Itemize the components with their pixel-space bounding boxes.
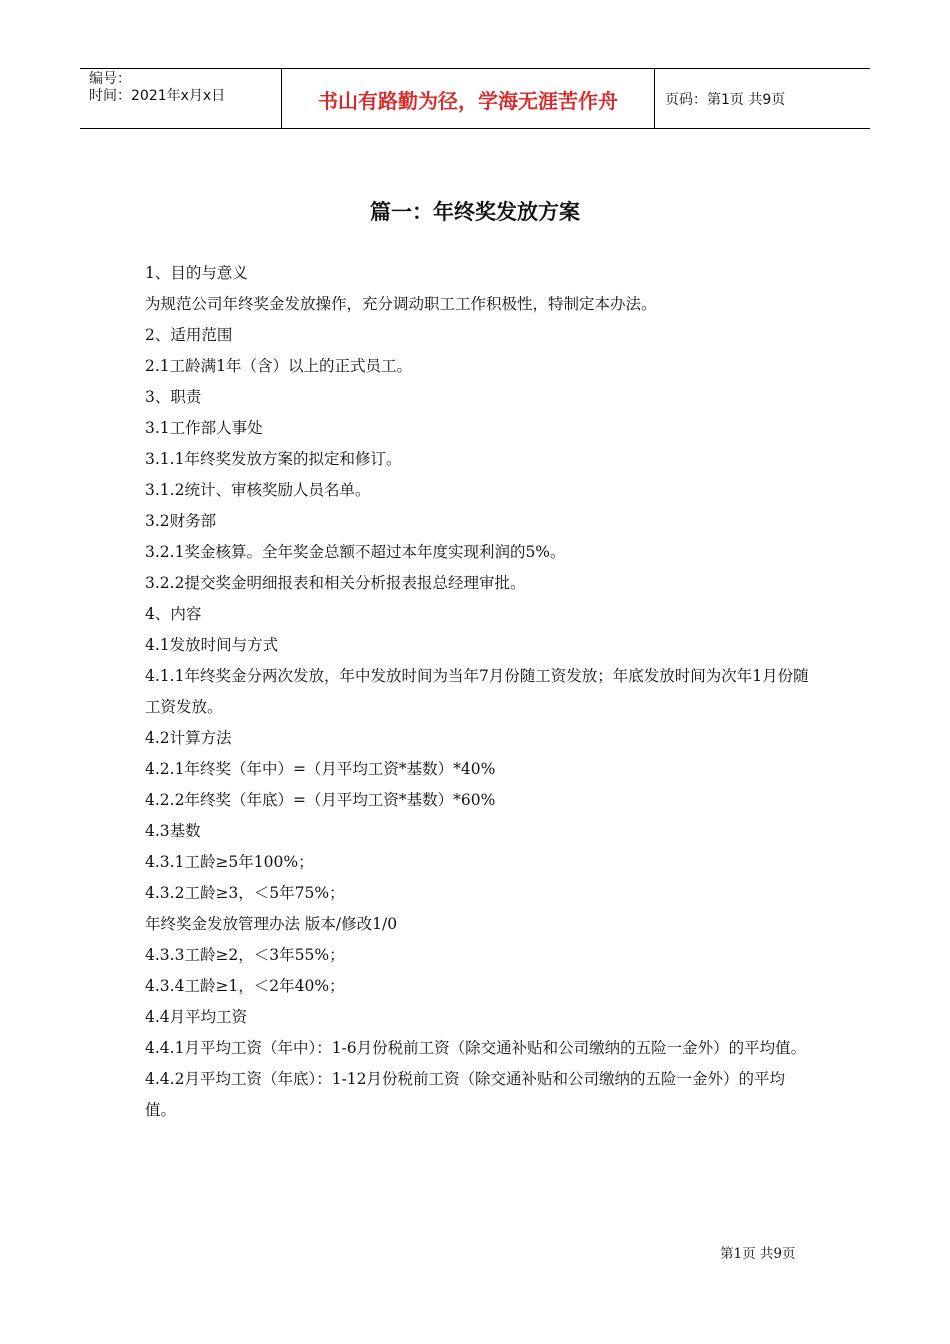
document-date-label: 时间：2021年x月x日 bbox=[89, 88, 226, 104]
body-paragraph: 2、适用范围 bbox=[145, 326, 233, 344]
body-paragraph: 2.1工龄满1年（含）以上的正式员工。 bbox=[145, 357, 413, 375]
body-paragraph: 4.4.1月平均工资（年中）：1-6月份税前工资（除交通补贴和公司缴纳的五险一金外）的平均值。 bbox=[145, 1039, 807, 1057]
page-header bbox=[80, 68, 870, 129]
footer-page-number: 第1页 共9页 bbox=[720, 1246, 796, 1262]
body-paragraph: 4.3.2工龄≥3，＜5年75%； bbox=[145, 884, 345, 902]
body-paragraph: 3、职责 bbox=[145, 388, 202, 406]
body-paragraph: 4.1.1年终奖金分两次发放，年中发放时间为当年7月份随工资发放；年底发放时间为次年1月份随工资发放。 bbox=[145, 667, 809, 716]
body-paragraph: 3.1.1年终奖发放方案的拟定和修订。 bbox=[145, 450, 402, 468]
body-paragraph: 3.2.2提交奖金明细报表和相关分析报表报总经理审批。 bbox=[145, 574, 526, 592]
body-paragraph: 4.3基数 bbox=[145, 822, 201, 840]
body-paragraph: 4.2.2年终奖（年底）=（月平均工资*基数）*60% bbox=[145, 791, 496, 809]
body-paragraph: 4.3.4工龄≥1，＜2年40%； bbox=[145, 977, 345, 995]
body-paragraph: 为规范公司年终奖金发放操作，充分调动职工工作积极性，特制定本办法。 bbox=[145, 295, 657, 313]
body-paragraph: 4.2计算方法 bbox=[145, 729, 232, 747]
body-paragraph: 4.3.3工龄≥2，＜3年55%； bbox=[145, 946, 345, 964]
body-paragraph: 3.1.2统计、审核奖励人员名单。 bbox=[145, 481, 371, 499]
header-info-cell bbox=[80, 69, 282, 128]
document-body bbox=[145, 258, 810, 1126]
document-title: 篇一：年终奖发放方案 bbox=[370, 200, 580, 224]
body-paragraph: 年终奖金发放管理办法 版本/修改1/0 bbox=[145, 915, 398, 933]
body-paragraph: 3.2.1奖金核算。全年奖金总额不超过本年度实现利润的5%。 bbox=[145, 543, 566, 561]
body-paragraph: 3.1工作部人事处 bbox=[145, 419, 263, 437]
body-paragraph: 4.4.2月平均工资（年底）：1-12月份税前工资（除交通补贴和公司缴纳的五险一金外）的平均值。 bbox=[145, 1070, 786, 1119]
body-paragraph: 1、目的与意义 bbox=[145, 264, 248, 282]
document-number-label: 编号： bbox=[89, 71, 131, 87]
body-paragraph: 4.1发放时间与方式 bbox=[145, 636, 279, 654]
body-paragraph: 4.3.1工龄≥5年100%； bbox=[145, 853, 314, 871]
header-page-number: 页码：第1页 共9页 bbox=[665, 91, 786, 108]
body-paragraph: 4.4月平均工资 bbox=[145, 1008, 248, 1026]
body-paragraph: 4、内容 bbox=[145, 605, 202, 623]
header-motto: 书山有路勤为径，学海无涯苦作舟 bbox=[282, 69, 655, 128]
body-paragraph: 4.2.1年终奖（年中）=（月平均工资*基数）*40% bbox=[145, 760, 496, 778]
body-paragraph: 3.2财务部 bbox=[145, 512, 217, 530]
